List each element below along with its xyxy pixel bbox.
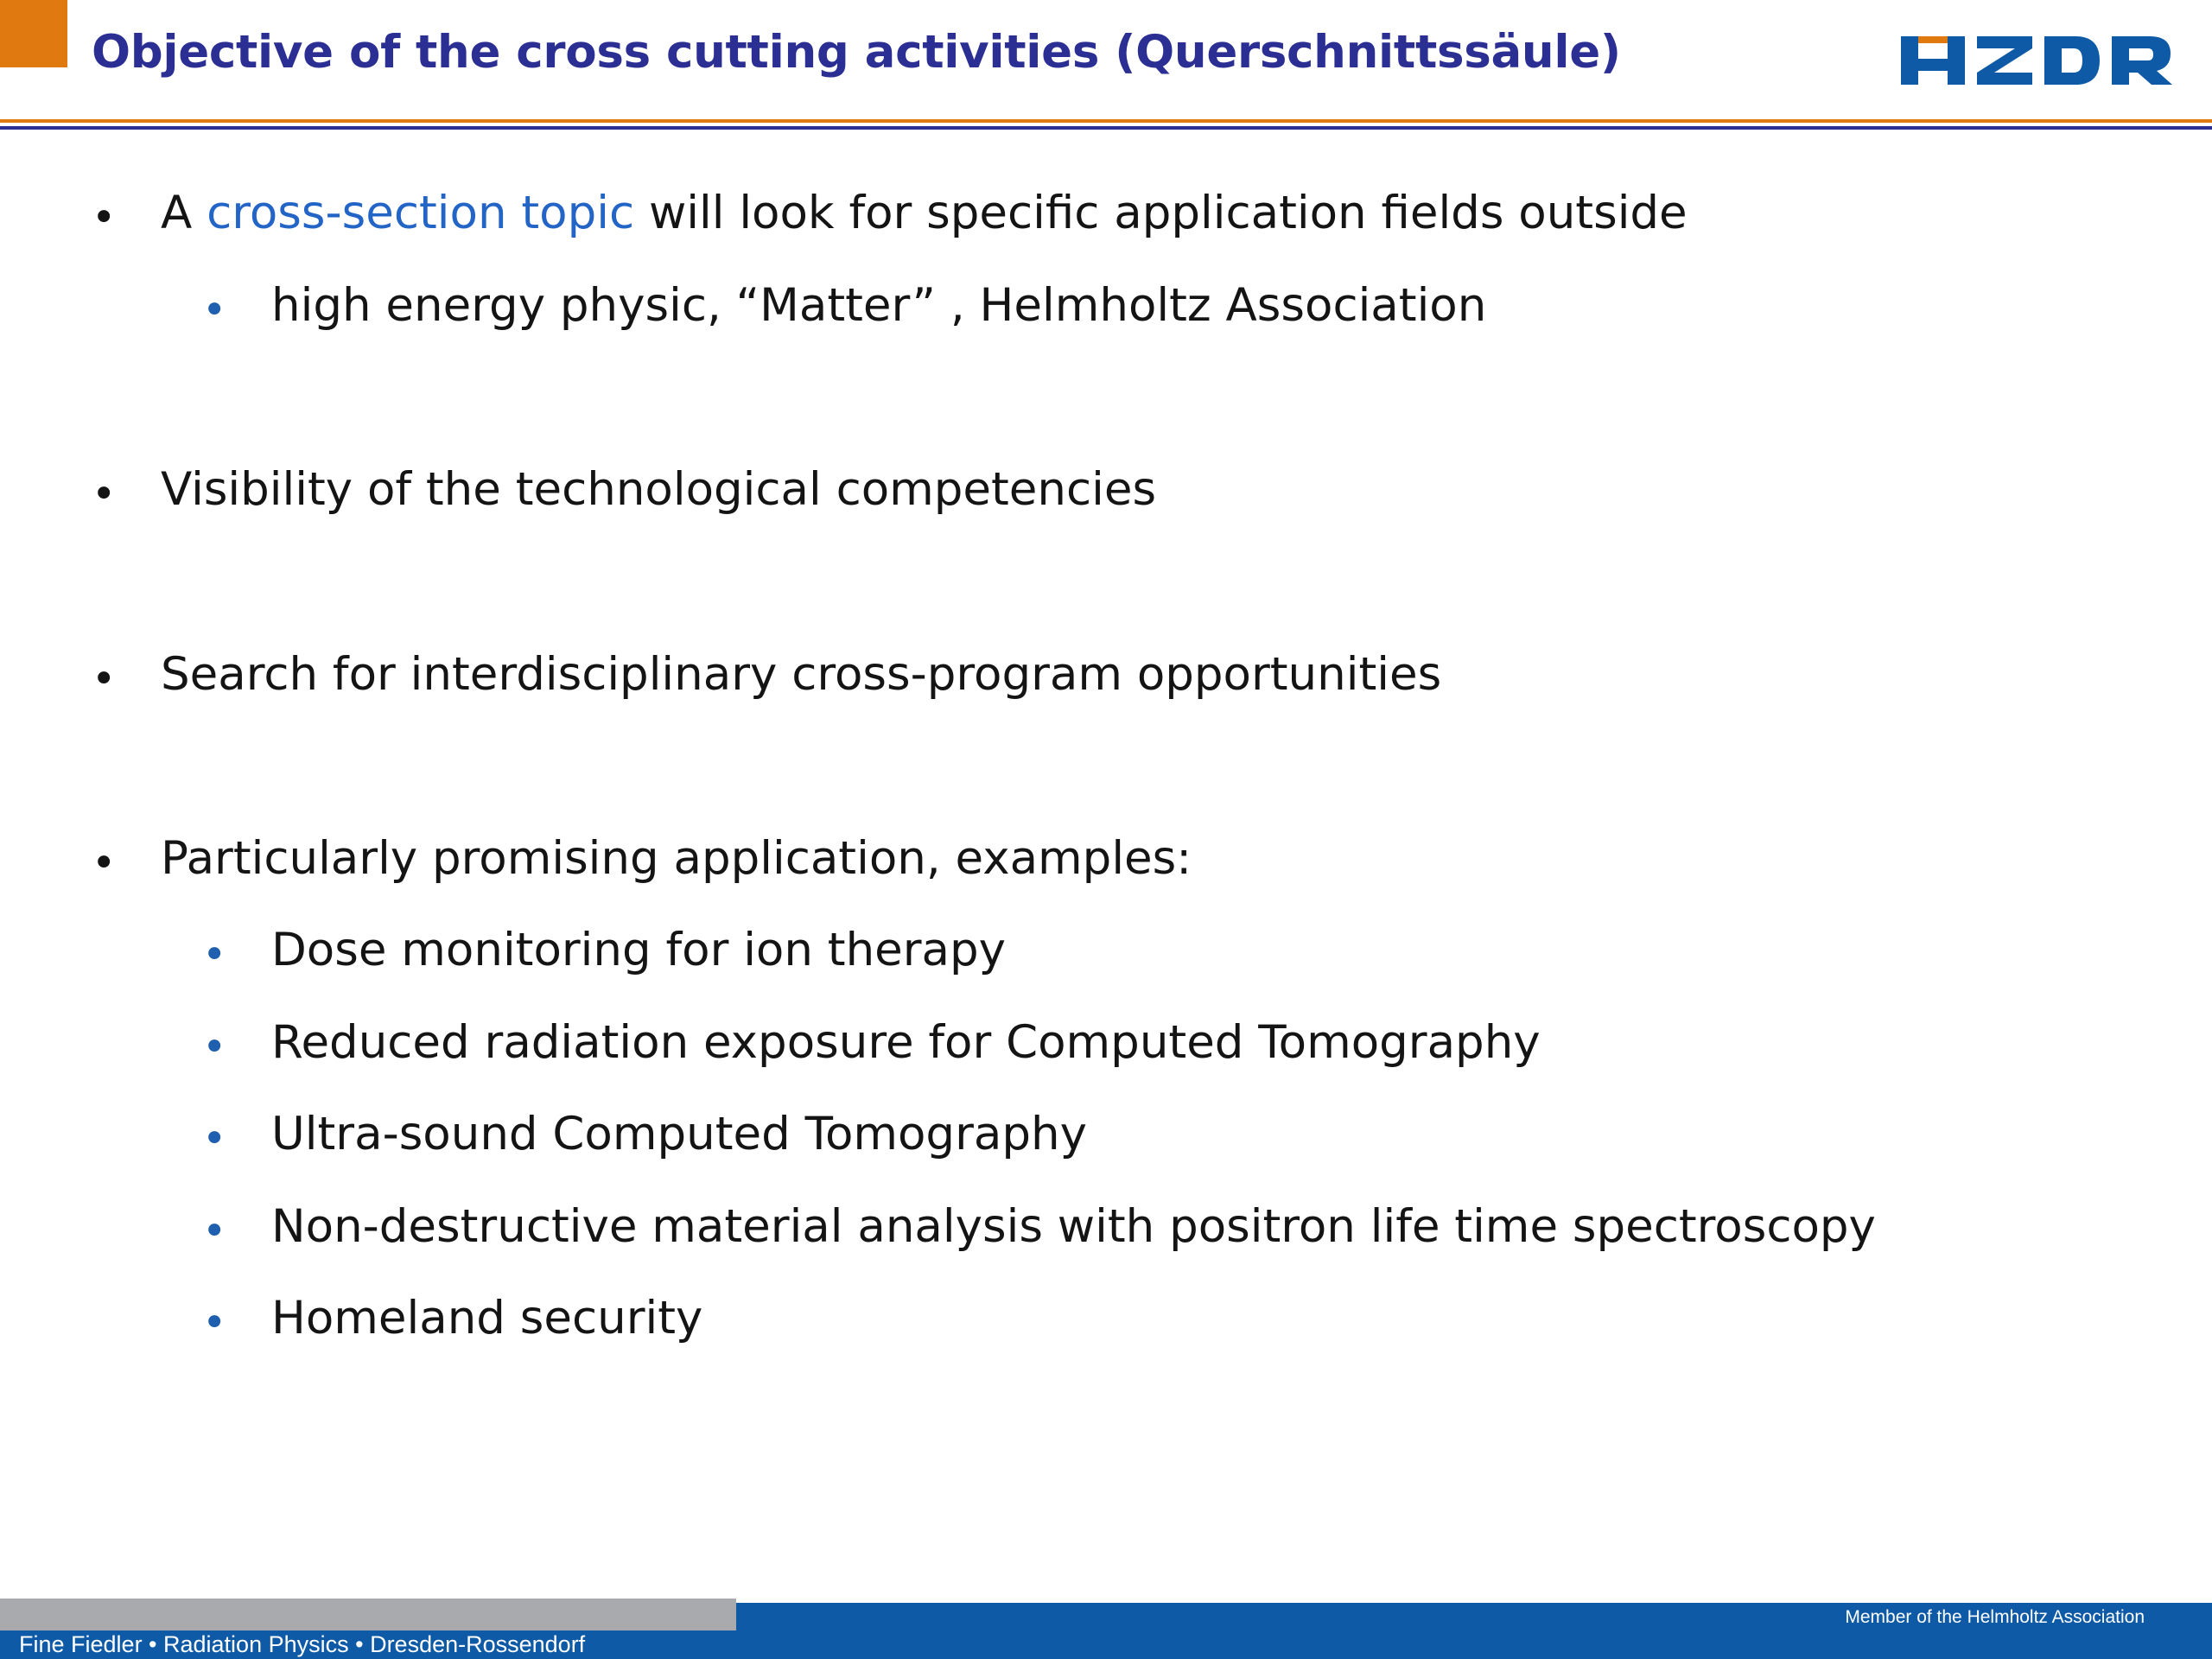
footer-membership: Member of the Helmholtz Association (1845, 1607, 2145, 1627)
bullet-dot: • (92, 194, 117, 242)
bullet-dot: • (92, 839, 117, 887)
header-rule-blue (0, 126, 2212, 130)
corner-accent-square (0, 0, 67, 67)
sub-bullet-dot: • (202, 1023, 227, 1071)
bullet-4-sub-3: Ultra-sound Computed Tomography (271, 1108, 1087, 1160)
bullet-1-text (161, 187, 1688, 239)
bullet-4-sub-1: Dose monitoring for ion therapy (271, 924, 1007, 976)
bullet-3-text: Search for interdisciplinary cross-program opportunities (161, 648, 1442, 701)
sub-bullet-dot: • (202, 931, 227, 979)
sub-bullet-dot: • (202, 1299, 227, 1347)
bullet-1-sub-1: high energy physic, “Matter” , Helmholtz Association (271, 279, 1487, 332)
bullet-dot: • (92, 655, 117, 703)
hzdr-logo (1897, 24, 2177, 93)
bullet-dot: • (92, 470, 117, 518)
bullet-1-highlight: cross-section topic (207, 187, 635, 239)
bullet-4-text: Particularly promising application, examples: (161, 832, 1192, 885)
footer-separator (736, 1599, 2212, 1603)
bullet-1-suffix: will look for specific application fields outside (634, 187, 1688, 239)
sub-bullet-dot: • (202, 1115, 227, 1163)
sub-bullet-dot: • (202, 286, 227, 334)
footer-author: Fine Fiedler • Radiation Physics • Dresden-Rossendorf (19, 1631, 586, 1657)
footer-grey-band (0, 1599, 736, 1630)
sub-bullet-dot: • (202, 1207, 227, 1255)
slide-title: Objective of the cross cutting activities (Querschnittssäule) (92, 26, 1621, 79)
bullet-4-sub-5: Homeland security (271, 1292, 703, 1344)
bullet-1-prefix: A (161, 187, 207, 239)
bullet-4-sub-2: Reduced radiation exposure for Computed Tomography (271, 1016, 1541, 1069)
bullet-2-text: Visibility of the technological competencies (161, 463, 1157, 516)
header-rule-orange (0, 119, 2212, 123)
bullet-4-sub-4: Non-destructive material analysis with positron life time spectroscopy (271, 1200, 1876, 1253)
